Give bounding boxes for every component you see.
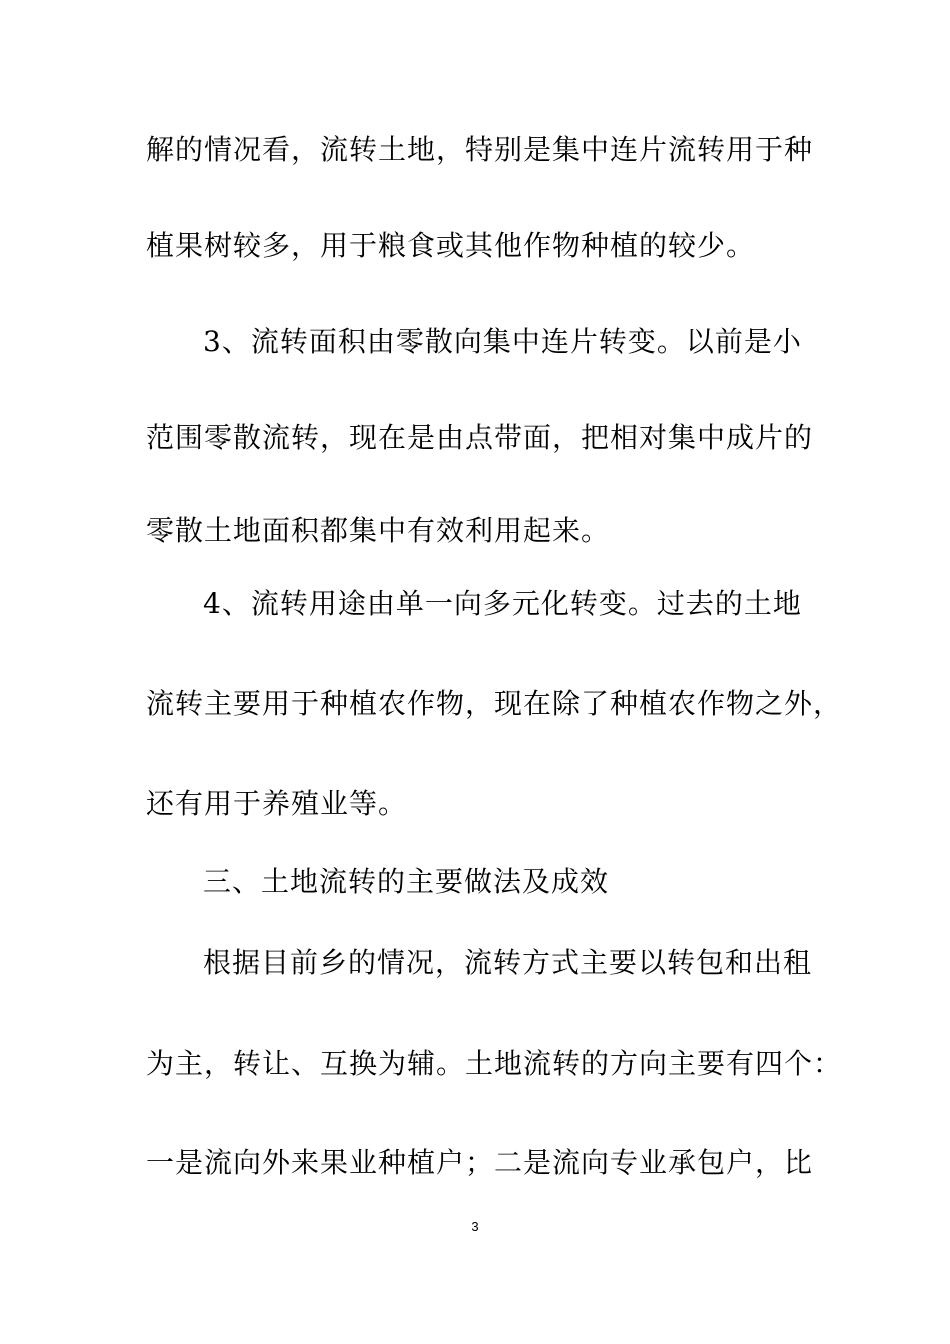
paragraph-line: 流转主要用于种植农作物，现在除了种植农作物之外， (146, 687, 843, 720)
paragraph-line: 解的情况看，流转土地，特别是集中连片流转用于种 (146, 133, 814, 166)
paragraph-line: 植果树较多，用于粮食或其他作物种植的较少。 (146, 229, 756, 262)
paragraph-line: 还有用于养殖业等。 (146, 787, 408, 820)
paragraph-line: 范围零散流转，现在是由点带面，把相对集中成片的 (146, 421, 814, 454)
paragraph-line: 零散土地面积都集中有效利用起来。 (146, 514, 611, 547)
paragraph-line: 3、流转面积由零散向集中连片转变。以前是小 (203, 325, 802, 358)
page-number: 3 (471, 1219, 479, 1234)
paragraph-line: 一是流向外来果业种植户；二是流向专业承包户，比 (146, 1146, 814, 1179)
paragraph-line: 4、流转用途由单一向多元化转变。过去的土地 (203, 587, 802, 620)
paragraph-line: 根据目前乡的情况，流转方式主要以转包和出租 (203, 946, 813, 979)
section-heading: 三、土地流转的主要做法及成效 (203, 865, 610, 898)
paragraph-line: 为主，转让、互换为辅。土地流转的方向主要有四个： (146, 1047, 843, 1080)
